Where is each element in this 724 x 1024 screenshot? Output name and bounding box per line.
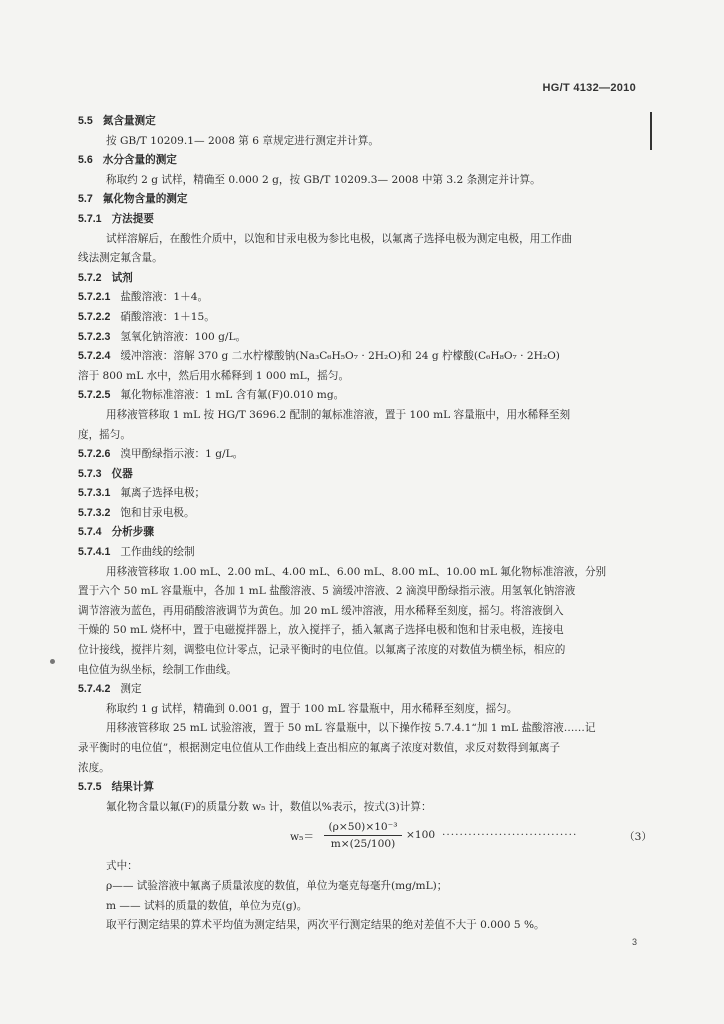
document-body — [78, 112, 652, 936]
section-heading — [78, 112, 642, 132]
section-number: 5.7.5 — [78, 781, 102, 794]
section-number: 5.5 — [78, 115, 93, 127]
numbered-clause — [78, 543, 642, 563]
body-text-line: 置于六个 50 mL 容量瓶中，各加 1 mL 盐酸溶液、5 滴缓冲溶液、2 滴溴甲酚绿指示液。用氢氧化钠溶液 — [78, 585, 576, 598]
clause-number: 5.7.2.3 — [78, 330, 111, 343]
body-text-line: 用移液管移取 1 mL 按 HG/T 3696.2 配制的氟标准溶液，置于 100 mL 容量瓶中，用水稀释至刻 — [106, 408, 571, 421]
body-text-line: 式中： — [106, 860, 138, 873]
clause-number: 5.7.3.1 — [78, 487, 111, 500]
body-text-line: 用移液管移取 25 mL 试验溶液，置于 50 mL 容量瓶中，以下操作按 5.7.4.1“加 1 mL 盐酸溶液……记 — [106, 722, 596, 735]
body-text-line: 浓度。 — [78, 761, 110, 774]
section-heading — [78, 210, 642, 230]
section-heading — [78, 523, 642, 543]
clause-number: 5.7.2.5 — [78, 389, 111, 402]
section-number: 5.7.1 — [78, 212, 102, 225]
section-title: 氮含量测定 — [102, 115, 156, 127]
body-text-line: 干燥的 50 mL 烧杯中，置于电磁搅拌器上，放入搅拌子，插入氟离子选择电极和饱和甘汞电极，连接电 — [78, 624, 564, 637]
body-text-line: 取平行测定结果的算术平均值为测定结果，两次平行测定结果的绝对差值不大于 0.000 5 %。 — [106, 919, 545, 932]
body-text-line: 按 GB/T 10209.1— 2008 第 6 章规定进行测定并计算。 — [106, 134, 379, 147]
section-title: 结果计算 — [111, 781, 154, 794]
section-title: 方法提要 — [111, 212, 154, 225]
body-text-line: 用移液管移取 1.00 mL、2.00 mL、4.00 mL、6.00 mL、8.00 mL、10.00 mL 氟化物标准溶液，分别 — [106, 565, 607, 578]
numbered-clause — [78, 445, 642, 465]
numbered-clause — [78, 308, 642, 328]
clause-text: 氟离子选择电极； — [120, 487, 206, 500]
numbered-clause — [78, 347, 642, 367]
body-text-line: 称取约 1 g 试样，精确到 0.001 g，置于 100 mL 容量瓶中，用水稀释至刻度，摇匀。 — [106, 702, 518, 715]
section-number: 5.7.3 — [78, 467, 102, 480]
numbered-clause — [78, 680, 642, 700]
clause-number: 5.7.4.1 — [78, 546, 111, 559]
numbered-clause — [78, 386, 642, 406]
section-number: 5.7.2 — [78, 271, 102, 284]
body-text-line: 称取约 2 g 试样，精确至 0.000 2 g，按 GB/T 10209.3— 2008 中第 3.2 条测定并计算。 — [106, 173, 541, 186]
section-title: 仪器 — [111, 467, 133, 480]
clause-text: 测定 — [120, 683, 142, 696]
body-text-line: 试样溶解后，在酸性介质中，以饱和甘汞电极为参比电极，以氟离子选择电极为测定电极，用工作曲 — [106, 232, 573, 245]
formula-lhs: w₅＝ — [290, 831, 314, 844]
section-number: 5.7.4 — [78, 526, 102, 539]
body-text-line: 度，摇匀。 — [78, 428, 131, 441]
body-text-line: 位计接线，搅拌片刻，调整电位计零点，记录平衡时的电位值。以氟离子浓度的对数值为横坐标，相应的 — [78, 644, 566, 657]
clause-number: 5.7.2.4 — [78, 350, 111, 363]
section-heading — [78, 778, 642, 798]
section-heading — [78, 151, 642, 171]
section-title: 水分含量的测定 — [102, 154, 177, 167]
body-text-line: 电位值为纵坐标，绘制工作曲线。 — [78, 663, 237, 676]
section-title: 氟化物含量的测定 — [102, 193, 188, 206]
numbered-clause — [78, 504, 642, 524]
clause-text: 盐酸溶液：1＋4。 — [120, 291, 209, 304]
clause-text: 溴甲酚绿指示液：1 g/L。 — [120, 448, 244, 461]
clause-text: 工作曲线的绘制 — [120, 546, 195, 559]
body-text-line: 溶于 800 mL 水中，然后用水稀释到 1 000 mL，摇匀。 — [78, 369, 350, 382]
clause-text: 氢氧化钠溶液：100 g/L。 — [120, 330, 247, 343]
page-number: 3 — [632, 937, 638, 947]
clause-number: 5.7.4.2 — [78, 683, 111, 696]
body-text-line: ρ—— 试验溶液中氟离子质量浓度的数值，单位为毫克每毫升(mg/mL)； — [106, 879, 448, 892]
standard-code: HG/T 4132—2010 — [542, 82, 636, 94]
numbered-clause — [78, 484, 642, 504]
clause-text: 缓冲溶液：溶解 370 g 二水柠檬酸钠(Na₃C₆H₅O₇ · 2H₂O)和 24 g 柠檬酸(C₆H₈O₇ · 2H₂O) — [120, 350, 560, 363]
formula-tail: ×100 — [406, 829, 436, 842]
section-heading — [78, 190, 642, 210]
clause-text: 氟化物标准溶液：1 mL 含有氟(F)0.010 mg。 — [120, 389, 345, 402]
scan-edge-mark — [650, 112, 652, 150]
formula-leader-dots: ······························· — [442, 829, 578, 842]
clause-number: 5.7.2.6 — [78, 448, 111, 461]
equation-number: （3） — [624, 831, 652, 844]
section-heading — [78, 269, 642, 289]
clause-number: 5.7.2.2 — [78, 310, 111, 323]
formula-denominator: m×(25/100) — [330, 838, 396, 851]
body-text-line: m —— 试料的质量的数值，单位为克(g)。 — [106, 899, 308, 912]
formula-numerator: (ρ×50)×10⁻³ — [324, 819, 402, 836]
clause-number: 5.7.3.2 — [78, 506, 111, 519]
body-text-line: 录平衡时的电位值”，根据测定电位值从工作曲线上查出相应的氟离子浓度对数值，求反对数得到氟离子 — [78, 742, 561, 754]
numbered-clause — [78, 328, 642, 348]
body-text-line: 氟化物含量以氟(F)的质量分数 w₅ 计，数值以%表示，按式(3)计算： — [106, 800, 432, 813]
formula-3 — [78, 819, 652, 855]
clause-text: 饱和甘汞电极。 — [120, 506, 195, 519]
section-heading — [78, 465, 642, 485]
clause-text: 硝酸溶液：1＋15。 — [120, 310, 215, 323]
scan-speck — [50, 659, 55, 664]
clause-number: 5.7.2.1 — [78, 291, 111, 304]
section-number: 5.7 — [78, 193, 93, 206]
section-title: 分析步骤 — [111, 526, 154, 539]
numbered-clause — [78, 288, 642, 308]
body-text-line: 调节溶液为蓝色，再用硝酸溶液调节为黄色。加 20 mL 缓冲溶液，用水稀释至刻度，摇匀。将溶液倒入 — [78, 604, 564, 617]
section-title: 试剂 — [111, 271, 133, 284]
section-number: 5.6 — [78, 154, 93, 167]
formula-fraction — [324, 819, 402, 852]
body-text-line: 线法测定氟含量。 — [78, 252, 163, 265]
